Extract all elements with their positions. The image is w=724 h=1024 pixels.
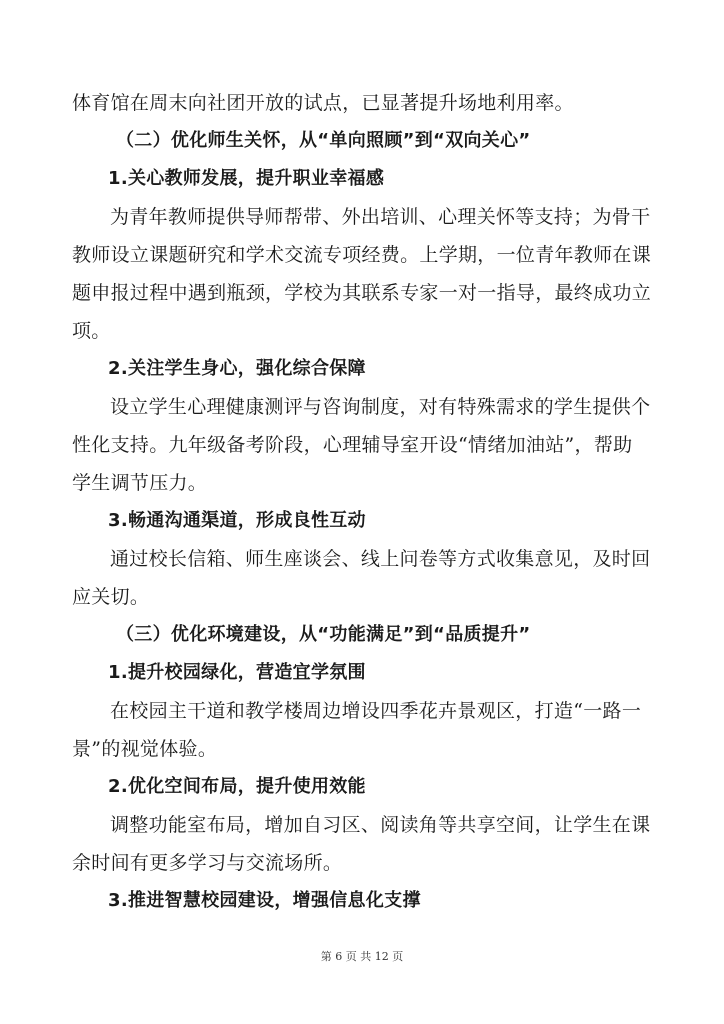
section-heading-2: （二）优化师生关怀，从“单向照顾”到“双向关心” xyxy=(116,130,531,151)
subheading-2-3: 3.畅通沟通渠道，形成良性互动 xyxy=(108,510,366,531)
paragraph-line: 应关切。 xyxy=(72,586,150,608)
paragraph-line: 体育馆在周末向社团开放的试点，已显著提升场地利用率。 xyxy=(72,92,574,114)
paragraph-line: 教师设立课题研究和学术交流专项经费。上学期，一位青年教师在课 xyxy=(72,244,652,266)
paragraph-line: 性化支持。九年级备考阶段，心理辅导室开设“情绪加油站”，帮助 xyxy=(72,434,633,456)
section-heading-3: （三）优化环境建设，从“功能满足”到“品质提升” xyxy=(116,624,531,645)
paragraph-line: 调整功能室布局，增加自习区、阅读角等共享空间，让学生在课 xyxy=(110,814,651,836)
subheading-2-2: 2.关注学生身心，强化综合保障 xyxy=(108,358,366,379)
subheading-3-2: 2.优化空间布局，提升使用效能 xyxy=(108,776,366,797)
paragraph-line: 设立学生心理健康测评与咨询制度，对有特殊需求的学生提供个 xyxy=(110,396,651,418)
subheading-3-1: 1.提升校园绿化，营造宜学氛围 xyxy=(108,662,366,683)
paragraph-line: 在校园主干道和教学楼周边增设四季花卉景观区，打造“一路一 xyxy=(110,700,642,722)
paragraph-line: 通过校长信箱、师生座谈会、线上问卷等方式收集意见，及时回 xyxy=(110,548,651,570)
paragraph-line: 余时间有更多学习与交流场所。 xyxy=(72,852,343,874)
paragraph-line: 项。 xyxy=(72,320,111,342)
paragraph-line: 学生调节压力。 xyxy=(72,472,208,494)
paragraph-line: 题申报过程中遇到瓶颈，学校为其联系专家一对一指导，最终成功立 xyxy=(72,282,652,304)
document-body xyxy=(72,84,660,920)
subheading-3-3: 3.推进智慧校园建设，增强信息化支撑 xyxy=(108,890,421,911)
subheading-2-1: 1.关心教师发展，提升职业幸福感 xyxy=(108,168,385,189)
paragraph-line: 为青年教师提供导师帮带、外出培训、心理关怀等支持；为骨干 xyxy=(110,206,651,228)
page-number-footer: 第 6 页 共 12 页 xyxy=(320,950,404,963)
paragraph-line: 景”的视觉体验。 xyxy=(72,738,218,760)
